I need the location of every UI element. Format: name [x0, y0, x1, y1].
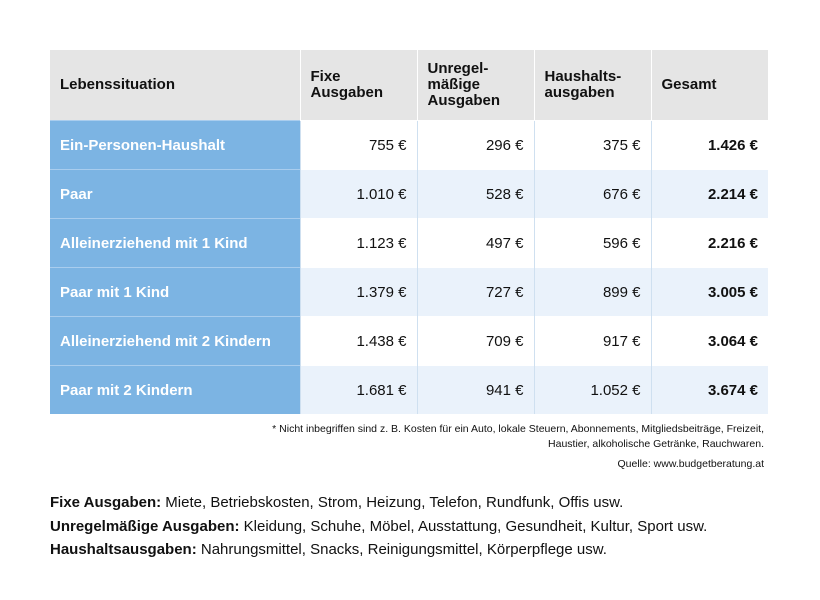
- legend-item-household: [50, 538, 707, 562]
- cell-irregular: 941 €: [417, 366, 534, 415]
- footnote-line-1: * Nicht inbegriffen sind z. B. Kosten für ein Auto, lokale Steuern, Abonnements, Mitgliedsbeiträge, Freizeit,: [272, 423, 764, 435]
- cell-fixed: 755 €: [300, 121, 417, 170]
- footnote-line-2: Haustier, alkoholische Getränke, Rauchwaren.: [548, 438, 764, 450]
- col-header-irregular: Unregel- mäßige Ausgaben: [417, 50, 534, 121]
- table-row: [50, 366, 768, 415]
- cell-household: 596 €: [534, 219, 651, 268]
- cell-irregular: 727 €: [417, 268, 534, 317]
- cell-total: 1.426 €: [651, 121, 768, 170]
- expenses-table: [50, 50, 768, 414]
- footnote: [124, 422, 764, 452]
- row-label: Paar: [50, 170, 300, 219]
- cell-household: 1.052 €: [534, 366, 651, 415]
- cell-total: 2.214 €: [651, 170, 768, 219]
- table-row: [50, 219, 768, 268]
- row-label: Ein-Personen-Haushalt: [50, 121, 300, 170]
- legend-desc: Nahrungsmittel, Snacks, Reinigungsmittel, Körperpflege usw.: [196, 541, 607, 558]
- row-label: Paar mit 1 Kind: [50, 268, 300, 317]
- legend-term: Fixe Ausgaben:: [50, 494, 162, 511]
- legend-desc: Miete, Betriebskosten, Strom, Heizung, Telefon, Rundfunk, Offis usw.: [161, 494, 624, 511]
- table-row: [50, 317, 768, 366]
- cell-household: 676 €: [534, 170, 651, 219]
- row-label: Alleinerziehend mit 2 Kindern: [50, 317, 300, 366]
- cell-irregular: 497 €: [417, 219, 534, 268]
- cell-household: 899 €: [534, 268, 651, 317]
- legend-item-fixed: [50, 491, 707, 515]
- cell-total: 3.005 €: [651, 268, 768, 317]
- col-header-total: Gesamt: [651, 50, 768, 121]
- cell-household: 917 €: [534, 317, 651, 366]
- col-header-household: Haushalts- ausgaben: [534, 50, 651, 121]
- legend-term: Haushaltsausgaben:: [50, 541, 197, 558]
- legend-term: Unregelmäßige Ausgaben:: [50, 517, 240, 535]
- table-row: [50, 268, 768, 317]
- legend-desc: Kleidung, Schuhe, Möbel, Ausstattung, Gesundheit, Kultur, Sport usw.: [239, 517, 708, 535]
- cell-fixed: 1.438 €: [300, 317, 417, 366]
- cell-irregular: 528 €: [417, 170, 534, 219]
- source-credit: Quelle: www.budgetberatung.at: [617, 458, 764, 470]
- legend: [50, 491, 707, 562]
- row-label: Alleinerziehend mit 1 Kind: [50, 219, 300, 268]
- cell-irregular: 296 €: [417, 121, 534, 170]
- cell-total: 2.216 €: [651, 219, 768, 268]
- cell-total: 3.064 €: [651, 317, 768, 366]
- cell-total: 3.674 €: [651, 366, 768, 415]
- legend-item-irregular: [50, 515, 707, 539]
- cell-fixed: 1.010 €: [300, 170, 417, 219]
- header-row: [50, 50, 768, 121]
- cell-fixed: 1.379 €: [300, 268, 417, 317]
- cell-household: 375 €: [534, 121, 651, 170]
- col-header-fixed: Fixe Ausgaben: [300, 50, 417, 121]
- cell-fixed: 1.681 €: [300, 366, 417, 415]
- table-row: [50, 121, 768, 170]
- cell-fixed: 1.123 €: [300, 219, 417, 268]
- cell-irregular: 709 €: [417, 317, 534, 366]
- col-header-situation: Lebenssituation: [50, 50, 300, 121]
- row-label: Paar mit 2 Kindern: [50, 366, 300, 415]
- table-row: [50, 170, 768, 219]
